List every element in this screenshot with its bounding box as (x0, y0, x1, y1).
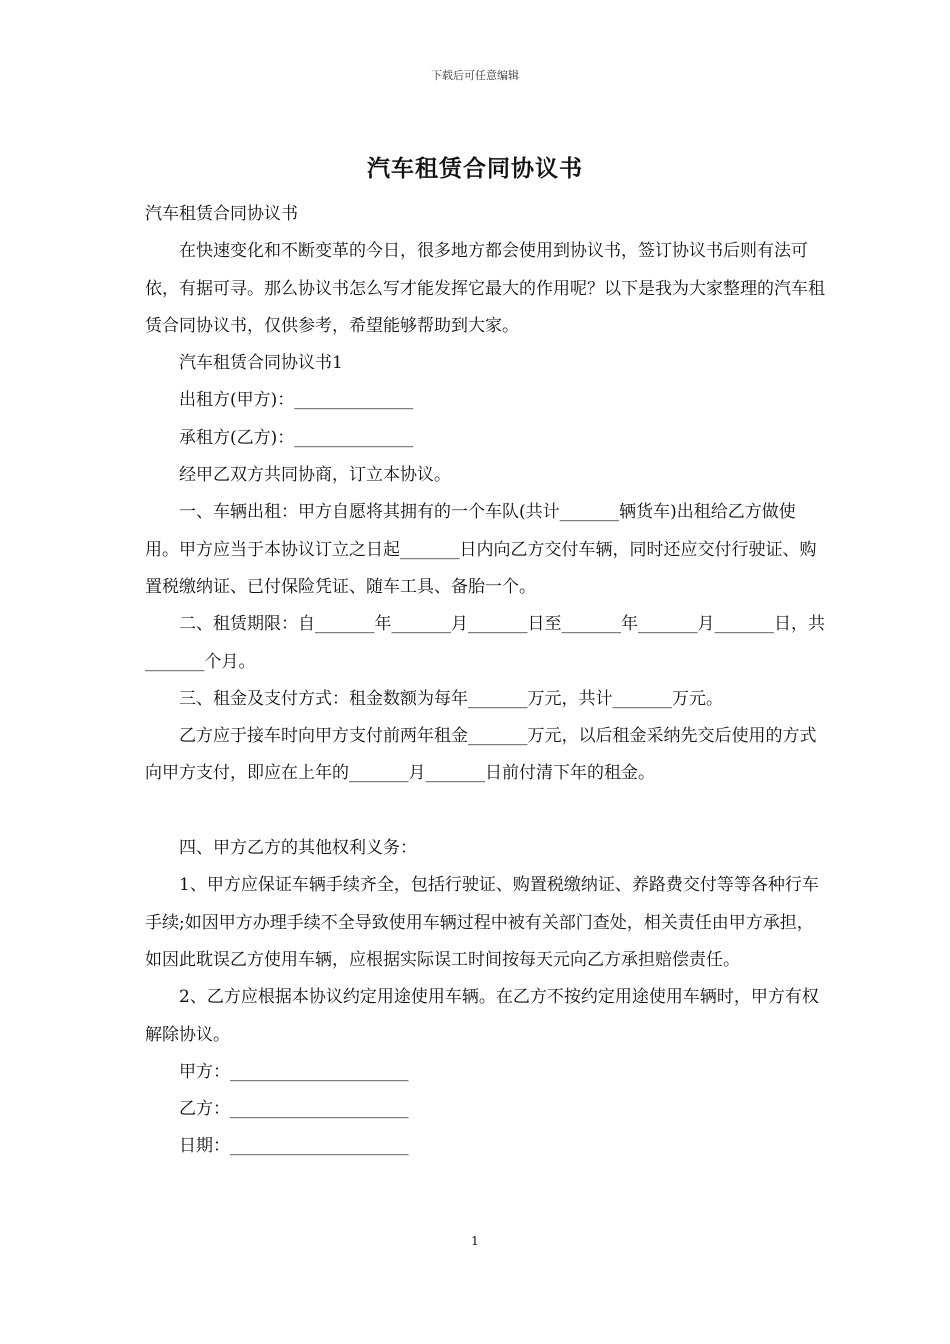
clause-vehicle-rental: 一、车辆出租：甲方自愿将其拥有的一个车队(共计_______辆货车)出租给乙方做使用。甲方应当于本协议订立之日起_______日内向乙方交付车辆，同时还应交付行驶证、购置税缴纳证、已付保险凭证、随车工具、备胎一个。 (145, 502, 817, 597)
section-heading: 汽车租赁合同协议书1 (179, 353, 343, 374)
agreement-line: 经甲乙双方共同协商，订立本协议。 (179, 465, 451, 486)
intro-paragraph: 在快速变化和不断变革的今日，很多地方都会使用到协议书，签订协议书后则有法可依，有据可寻。那么协议书怎么写才能发挥它最大的作用呢？以下是我为大家整理的汽车租赁合同协议书，仅供参考，希望能够帮助到大家。 (145, 241, 825, 336)
document-body (145, 196, 825, 1166)
spacer (145, 793, 825, 830)
clause-item-1: 1、甲方应保证车辆手续齐全，包括行驶证、购置税缴纳证、养路费交付等等各种行车手续;如因甲方办理手续不全导致使用车辆过程中被有关部门查处，相关责任由甲方承担，如因此耽误乙方使用车辆，应根据实际误工时间按每天元向乙方承担赔偿责任。 (145, 875, 819, 970)
clause-lease-term: 二、租赁期限：自_______年_______月_______日至_______年_______月_______日，共_______个月。 (145, 614, 825, 672)
signature-date: 日期：_____________________ (179, 1136, 409, 1157)
subtitle-line: 汽车租赁合同协议书 (145, 204, 298, 224)
document-title: 汽车租赁合同协议书 (367, 155, 583, 182)
clause-rent-payment: 三、租金及支付方式：租金数额为每年_______万元，共计_______万元。 (179, 688, 723, 709)
page-number: 1 (471, 1234, 479, 1248)
lessor-line: 出租方(甲方)：______________ (179, 390, 414, 411)
clause-item-2: 2、乙方应根据本协议约定用途使用车辆。在乙方不按约定用途使用车辆时，甲方有权解除协议。 (145, 987, 819, 1045)
clause-rights-obligations: 四、甲方乙方的其他权利义务： (179, 838, 417, 859)
clause-advance-payment: 乙方应于接车时向甲方支付前两年租金_______万元，以后租金采纳先交后使用的方式向甲方支付，即应在上年的_______月_______日前付清下年的租金。 (145, 726, 817, 784)
signature-party-a: 甲方：_____________________ (179, 1061, 409, 1082)
signature-party-b: 乙方：_____________________ (179, 1099, 409, 1120)
lessee-line: 承租方(乙方)：______________ (179, 427, 414, 448)
header-note: 下载后可任意编辑 (431, 69, 519, 82)
